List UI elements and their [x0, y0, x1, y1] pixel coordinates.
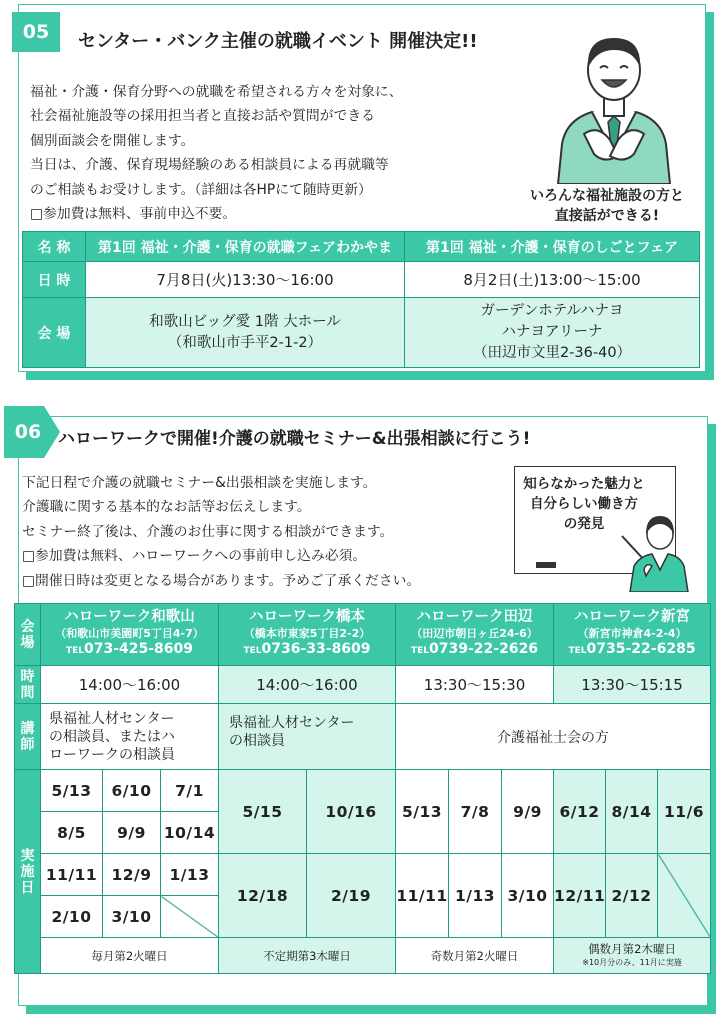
- date-cell: 3/10: [103, 896, 161, 938]
- date-cell: 1/13: [161, 854, 219, 896]
- office-tel: [41, 641, 218, 660]
- schedule-footnote: ※10月分のみ、11月に実施: [582, 957, 682, 967]
- lecturer-line: 県福祉人材センター: [49, 710, 175, 727]
- office-address: （新宮市神倉4-2-4）: [577, 627, 687, 640]
- section06-paragraph: [22, 471, 420, 593]
- empty-date-cell: [161, 896, 219, 938]
- caption-line: いろんな福祉施設の方と: [530, 188, 684, 204]
- paragraph-line: 当日は、介護、保育現場経験のある相談員による再就職等: [30, 157, 389, 174]
- office-time: 14:00〜16:00: [41, 666, 219, 704]
- date-cell: 11/11: [41, 854, 103, 896]
- row-label-dates: 実施日: [15, 770, 41, 974]
- venue-line: 和歌山ビッグ愛 1階 大ホール: [149, 313, 341, 330]
- paragraph-line: 介護職に関する基本的なお話等お伝えします。: [22, 499, 311, 516]
- event-datetime: 7月8日(火)13:30〜16:00: [86, 262, 405, 298]
- lecturer-line: ローワークの相談員: [49, 746, 175, 763]
- event-name: 第1回 福祉・介護・保育のしごとフェア: [405, 232, 700, 262]
- date-cell: 6/12: [554, 770, 606, 854]
- office-address: （田辺市朝日ヶ丘24-6）: [411, 627, 538, 640]
- tel-prefix: TEL: [568, 646, 587, 656]
- date-cell: 3/10: [502, 854, 554, 938]
- shared-lecturer: 介護福祉士会の方: [396, 704, 711, 770]
- section05-caption: [512, 186, 702, 226]
- section05-paragraph: [30, 80, 403, 226]
- date-cell: 2/12: [606, 854, 658, 938]
- paragraph-line: 下記日程で介護の就職セミナー&出張相談を実施します。: [22, 475, 377, 491]
- board-line: 知らなかった魅力と: [523, 476, 645, 492]
- office-tel: [219, 641, 395, 660]
- lecturer-line: の相談員: [229, 733, 285, 749]
- event-venue: [405, 298, 700, 368]
- row-label-venue: 会 場: [23, 298, 86, 368]
- date-cell: 6/10: [103, 770, 161, 812]
- row-label-lecturer: 講師: [15, 704, 41, 770]
- board-line: 自分らしい働き方: [530, 496, 638, 512]
- office-header-tanabe: [396, 604, 554, 666]
- office-tel: [396, 641, 553, 660]
- office-header-wakayama: [41, 604, 219, 666]
- board-tray: [536, 562, 556, 568]
- office-lecturer: [219, 704, 396, 770]
- tel-number: 0735-22-6285: [586, 641, 696, 657]
- row-label-datetime: 日 時: [23, 262, 86, 298]
- office-address: （橋本市東家5丁目2-2）: [243, 627, 371, 640]
- date-cell: 5/13: [41, 770, 103, 812]
- schedule-note: 毎月第2火曜日: [41, 938, 219, 974]
- schedule-note: 奇数月第2火曜日: [396, 938, 554, 974]
- office-name: ハローワーク新宮: [574, 609, 691, 625]
- venue-line: （田辺市文里2-36-40）: [472, 345, 632, 361]
- tel-number: 073-425-8609: [83, 641, 194, 657]
- tel-number: 0739-22-2626: [429, 641, 539, 657]
- office-header-hashimoto: [219, 604, 396, 666]
- paragraph-line: 福祉・介護・保育分野への就職を希望される方々を対象に、: [30, 84, 403, 100]
- section06-number-badge: [4, 406, 60, 458]
- date-cell: 10/14: [161, 812, 219, 854]
- date-cell: 5/15: [219, 770, 307, 854]
- date-cell: 8/5: [41, 812, 103, 854]
- lecturer-line: 県福祉人材センター: [229, 715, 355, 731]
- section05-title: センター・バンク主催の就職イベント 開催決定!!: [78, 31, 478, 52]
- schedule-note: 不定期第3木曜日: [219, 938, 396, 974]
- date-cell: 9/9: [502, 770, 554, 854]
- row-label-name: 名 称: [23, 232, 86, 262]
- date-cell: 12/9: [103, 854, 161, 896]
- office-address: （和歌山市美園町5丁目4-7）: [55, 627, 204, 640]
- office-name: ハローワーク橋本: [249, 609, 365, 625]
- date-cell: 11/11: [396, 854, 449, 938]
- section06-schedule-table: [14, 603, 711, 974]
- office-time: 14:00〜16:00: [219, 666, 396, 704]
- date-cell: 7/8: [449, 770, 502, 854]
- date-cell: 7/1: [161, 770, 219, 812]
- venue-line: （和歌山市手平2-1-2）: [167, 334, 323, 351]
- office-name: ハローワーク田辺: [416, 609, 533, 625]
- tel-number: 0736-33-8609: [261, 641, 371, 657]
- badge-number: 06: [14, 421, 42, 443]
- paragraph-line: □開催日時は変更となる場合があります。予めご了承ください。: [22, 572, 421, 589]
- empty-date-cell: [658, 854, 711, 938]
- paragraph-line: □参加費は無料、ハローワークへの事前申し込み必須。: [22, 548, 367, 565]
- date-cell: 9/9: [103, 812, 161, 854]
- paragraph-line: □参加費は無料、事前申込不要。: [30, 205, 237, 222]
- paragraph-line: のご相談もお受けします。（詳細は各HPにて随時更新）: [30, 181, 372, 198]
- date-cell: 10/16: [307, 770, 396, 854]
- office-tel: [554, 641, 710, 660]
- tel-prefix: TEL: [65, 646, 84, 656]
- event-name: 第1回 福祉・介護・保育の就職フェアわかやま: [86, 232, 405, 262]
- venue-line: ガーデンホテルハナヨ: [480, 303, 624, 319]
- tel-prefix: TEL: [410, 646, 430, 656]
- date-cell: 11/6: [658, 770, 711, 854]
- clapping-man-illustration: [548, 24, 680, 184]
- schedule-note: [554, 938, 711, 974]
- date-cell: 1/13: [449, 854, 502, 938]
- date-cell: 5/13: [396, 770, 449, 854]
- caption-line: 直接話ができる!: [554, 208, 660, 224]
- section05-event-table: [22, 231, 700, 368]
- office-name: ハローワーク和歌山: [64, 609, 195, 625]
- date-cell: 12/18: [219, 854, 307, 938]
- lecturer-line: の相談員、またはハ: [49, 728, 175, 745]
- section06-title: ハローワークで開催!介護の就職セミナー&出張相談に行こう!: [58, 429, 531, 449]
- event-venue: [86, 298, 405, 368]
- section05-number-badge: 05: [12, 12, 60, 52]
- office-time: 13:30〜15:30: [396, 666, 554, 704]
- paragraph-line: 個別面談会を開催します。: [30, 132, 195, 149]
- event-datetime: 8月2日(土)13:00〜15:00: [405, 262, 700, 298]
- date-cell: 2/19: [307, 854, 396, 938]
- row-label-venue: 会場: [15, 604, 41, 666]
- date-cell: 2/10: [41, 896, 103, 938]
- venue-line: ハナヨアリーナ: [501, 324, 603, 340]
- board-line: の発見: [563, 516, 605, 532]
- office-lecturer: [41, 704, 219, 770]
- date-cell: 8/14: [606, 770, 658, 854]
- office-header-shingu: [554, 604, 711, 666]
- schedule-text: 偶数月第2木曜日: [588, 941, 676, 956]
- row-label-time: 時間: [15, 666, 41, 704]
- paragraph-line: セミナー終了後は、介護のお仕事に関する相談ができます。: [22, 523, 394, 540]
- paragraph-line: 社会福祉施設等の採用担当者と直接お話や質問ができる: [30, 108, 375, 125]
- office-time: 13:30〜15:15: [554, 666, 711, 704]
- date-cell: 12/11: [554, 854, 606, 938]
- teacher-woman-illustration: [600, 500, 692, 592]
- tel-prefix: TEL: [243, 646, 262, 656]
